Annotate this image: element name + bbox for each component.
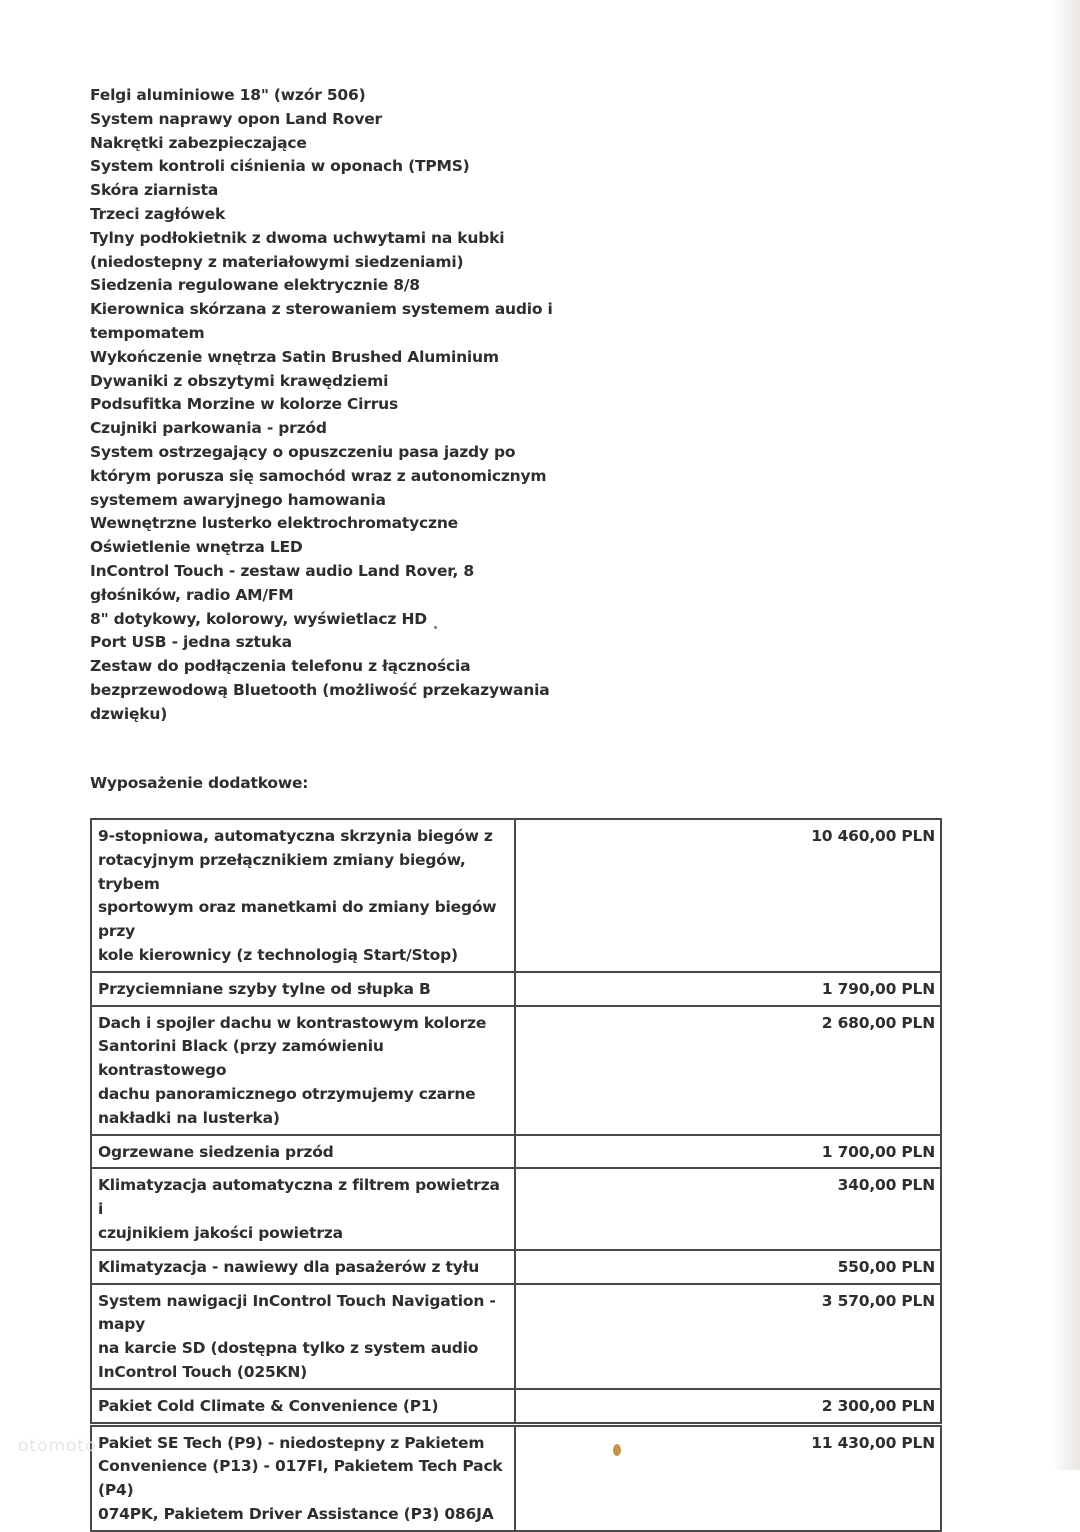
- equipment-line: InControl Touch - zestaw audio Land Rover, 8: [90, 561, 474, 580]
- option-description: [91, 819, 515, 972]
- equipment-line: System kontroli ciśnienia w oponach (TPMS): [90, 157, 470, 176]
- option-description: [91, 1006, 515, 1135]
- option-description: [91, 1424, 515, 1531]
- option-description-line: Pakiet Cold Climate & Convenience (P1): [98, 1396, 439, 1415]
- option-description-line: Dach i spojler dachu w kontrastowym kolorze: [98, 1013, 487, 1032]
- option-description-line: dachu panoramicznego otrzymujemy czarne: [98, 1084, 476, 1103]
- equipment-line: (niedostepny z materiałowymi siedzeniami): [90, 252, 464, 271]
- scan-speck: [613, 1444, 621, 1456]
- option-row: [91, 1424, 941, 1531]
- additional-equipment-heading: Wyposażenie dodatkowe:: [90, 774, 309, 792]
- option-description-line: Convenience (P13) - 017FI, Pakietem Tech Pack (P4): [98, 1457, 503, 1500]
- option-description-line: 074PK, Pakietem Driver Assistance (P3) 086JA: [98, 1504, 494, 1523]
- option-description-line: nakładki na lusterka): [98, 1108, 280, 1127]
- equipment-line: Port USB - jedna sztuka: [90, 633, 292, 652]
- option-description-line: Pakiet SE Tech (P9) - niedostepny z Pakietem: [98, 1433, 485, 1452]
- equipment-line: systemem awaryjnego hamowania: [90, 490, 386, 509]
- equipment-line: Tylny podłokietnik z dwoma uchwytami na kubki: [90, 228, 505, 247]
- equipment-line: głośników, radio AM/FM: [90, 585, 294, 604]
- option-description-line: na karcie SD (dostępna tylko z system audio: [98, 1339, 479, 1358]
- option-price: 11 430,00 PLN: [515, 1424, 941, 1531]
- option-description-line: System nawigacji InControl Touch Navigation - mapy: [98, 1291, 496, 1334]
- option-description-line: Przyciemniane szyby tylne od słupka B: [98, 979, 431, 998]
- equipment-line: Skóra ziarnista: [90, 181, 219, 200]
- option-description: [91, 1284, 515, 1389]
- option-row: [91, 972, 941, 1006]
- option-price: 1 700,00 PLN: [515, 1135, 941, 1169]
- equipment-line: Wykończenie wnętrza Satin Brushed Aluminium: [90, 347, 499, 366]
- option-description: [91, 1168, 515, 1249]
- option-row: [91, 819, 941, 972]
- option-price: 340,00 PLN: [515, 1168, 941, 1249]
- equipment-line: Felgi aluminiowe 18" (wzór 506): [90, 86, 366, 104]
- option-description: [91, 1135, 515, 1169]
- option-price: 2 680,00 PLN: [515, 1006, 941, 1135]
- option-description: [91, 1389, 515, 1424]
- equipment-line: Trzeci zagłówek: [90, 204, 226, 223]
- watermark: otomoto: [18, 1436, 97, 1456]
- option-description-line: sportowym oraz manetkami do zmiany biegów przy: [98, 898, 497, 941]
- equipment-line: Nakrętki zabezpieczające: [90, 133, 307, 152]
- option-price: 3 570,00 PLN: [515, 1284, 941, 1389]
- option-description-line: kole kierownicy (z technologią Start/Stop): [98, 945, 458, 964]
- equipment-line: Siedzenia regulowane elektrycznie 8/8: [90, 276, 420, 295]
- option-description-line: Klimatyzacja automatyczna z filtrem powietrza i: [98, 1176, 500, 1219]
- equipment-line: Wewnętrzne lusterko elektrochromatyczne: [90, 514, 458, 533]
- equipment-line: 8" dotykowy, kolorowy, wyświetlacz HD: [90, 609, 427, 628]
- standard-equipment-list: [90, 84, 553, 727]
- equipment-line: Czujniki parkowania - przód: [90, 419, 327, 438]
- option-description-line: InControl Touch (025KN): [98, 1362, 307, 1381]
- option-description-line: Ogrzewane siedzenia przód: [98, 1142, 334, 1161]
- scan-speck: [434, 626, 437, 629]
- equipment-line: tempomatem: [90, 323, 205, 342]
- option-price: 2 300,00 PLN: [515, 1389, 941, 1424]
- equipment-line: bezprzewodową Bluetooth (możliwość przekazywania: [90, 680, 550, 699]
- equipment-line: Oświetlenie wnętrza LED: [90, 538, 303, 557]
- additional-equipment-table: [90, 818, 942, 1532]
- option-row: [91, 1284, 941, 1389]
- option-row: [91, 1389, 941, 1424]
- option-price: 550,00 PLN: [515, 1250, 941, 1284]
- option-row: [91, 1168, 941, 1249]
- option-description: [91, 1250, 515, 1284]
- option-description-line: Santorini Black (przy zamówieniu kontrastowego: [98, 1037, 384, 1080]
- equipment-line: System naprawy opon Land Rover: [90, 109, 383, 128]
- option-description-line: Klimatyzacja - nawiewy dla pasażerów z tyłu: [98, 1257, 480, 1276]
- equipment-line: którym porusza się samochód wraz z autonomicznym: [90, 466, 547, 485]
- option-description-line: czujnikiem jakości powietrza: [98, 1223, 343, 1242]
- option-row: [91, 1250, 941, 1284]
- equipment-line: System ostrzegający o opuszczeniu pasa jazdy po: [90, 442, 516, 461]
- equipment-line: Kierownica skórzana z sterowaniem systemem audio i: [90, 300, 553, 319]
- option-price: 10 460,00 PLN: [515, 819, 941, 972]
- option-description: [91, 972, 515, 1006]
- scan-edge-shadow: [1052, 0, 1080, 1470]
- equipment-line: dzwięku): [90, 704, 168, 723]
- option-description-line: 9-stopniowa, automatyczna skrzynia biegów z: [98, 827, 493, 845]
- option-description-line: rotacyjnym przełącznikiem zmiany biegów, trybem: [98, 850, 466, 893]
- equipment-line: Podsufitka Morzine w kolorze Cirrus: [90, 395, 399, 414]
- equipment-line: Zestaw do podłączenia telefonu z łącznościa: [90, 657, 471, 676]
- option-price: 1 790,00 PLN: [515, 972, 941, 1006]
- option-row: [91, 1135, 941, 1169]
- option-row: [91, 1006, 941, 1135]
- equipment-line: Dywaniki z obszytymi krawędziemi: [90, 371, 389, 390]
